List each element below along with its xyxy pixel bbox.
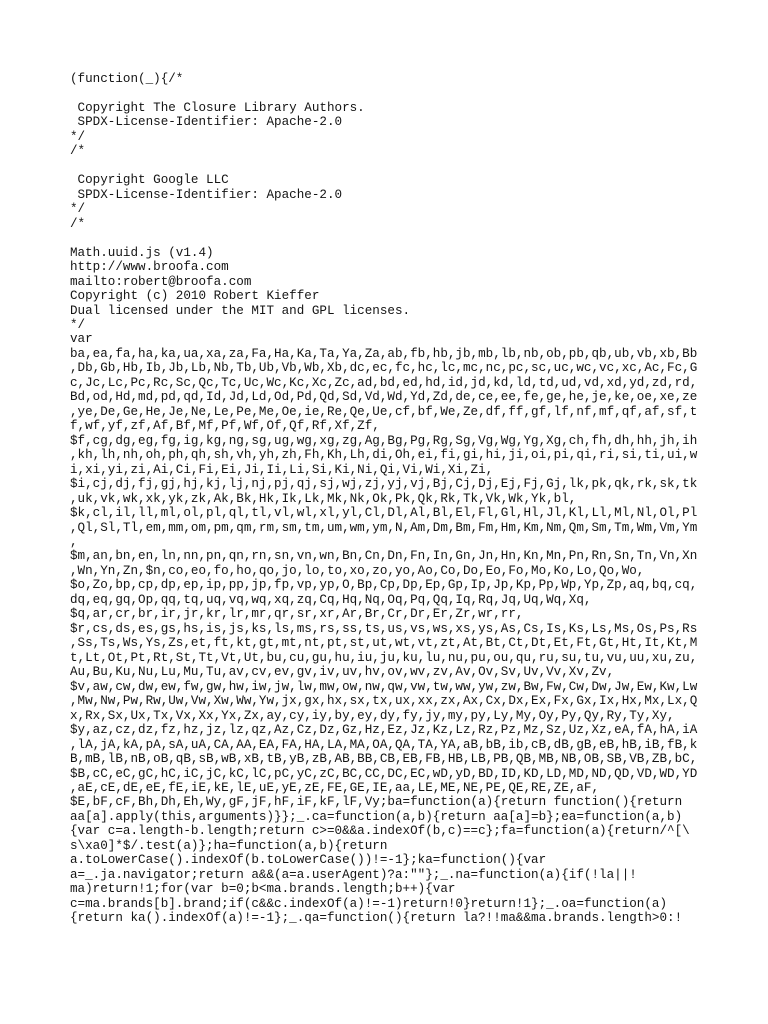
code-line [70,86,700,100]
code-line: ma)return!1;for(var b=0;b<ma.brands.length;b++){var [70,882,456,897]
code-line: ba,ea,fa,ha,ka,ua,xa,za,Fa,Ha,Ka,Ta,Ya,Za,ab,fb,hb,jb,mb,lb,nb,ob,pb,qb,ub,vb,xb,Bb [70,346,698,361]
code-line: $k,cl,il,ll,ml,ol,pl,ql,tl,vl,wl,xl,yl,Cl,Dl,Al,Bl,El,Fl,Gl,Hl,Jl,Kl,Ll,Ml,Nl,Ol,Pl [70,506,698,521]
code-line: Dual licensed under the MIT and GPL licenses. [70,303,411,318]
code-line: {var c=a.length-b.length;return c>=0&&a.indexOf(b,c)==c};fa=function(a){return/^[\ [70,824,690,839]
code-line: /* [70,144,86,159]
code-line: B,mB,lB,nB,oB,qB,sB,wB,xB,tB,yB,zB,AB,BB,CB,EB,FB,HB,LB,PB,QB,MB,NB,OB,SB,VB,ZB,bC, [70,752,698,767]
code-line: $r,cs,ds,es,gs,hs,is,js,ks,ls,ms,rs,ss,ts,us,vs,ws,xs,ys,As,Cs,Is,Ks,Ls,Ms,Os,Ps,Rs [70,621,698,636]
code-line: a=_.ja.navigator;return a&&(a=a.userAgent)?a:""};_.na=function(a){if(!la||! [70,867,637,882]
code-line: $f,cg,dg,eg,fg,ig,kg,ng,sg,ug,wg,xg,zg,Ag,Bg,Pg,Rg,Sg,Vg,Wg,Yg,Xg,ch,fh,dh,hh,jh,ih [70,433,698,448]
code-line: c=ma.brands[b].brand;if(c&&c.indexOf(a)!=-1)return!0}return!1};_.oa=function(a) [70,896,668,911]
code-line: ,lA,jA,kA,pA,sA,uA,CA,AA,EA,FA,HA,LA,MA,OA,QA,TA,YA,aB,bB,ib,cB,dB,gB,eB,hB,iB,fB,k [70,737,698,752]
code-line: SPDX-License-Identifier: Apache-2.0 [70,187,343,202]
code-line: a.toLowerCase().indexOf(b.toLowerCase())!=-1};ka=function(){var [70,853,547,868]
code-line [70,159,700,173]
code-line: x,Rx,Sx,Ux,Tx,Vx,Xx,Yx,Zx,ay,cy,iy,by,ey,dy,fy,jy,my,py,Ly,My,Oy,Py,Qy,Ry,Ty,Xy, [70,708,675,723]
code-line: $q,ar,cr,br,ir,jr,kr,lr,mr,qr,sr,xr,Ar,Br,Cr,Dr,Er,Zr,wr,rr, [70,607,524,622]
code-line: i,xi,yi,zi,Ai,Ci,Fi,Ei,Ji,Ii,Li,Si,Ki,Ni,Qi,Vi,Wi,Xi,Zi, [70,462,494,477]
code-line: $v,aw,cw,dw,ew,fw,gw,hw,iw,jw,lw,mw,ow,nw,qw,vw,tw,ww,yw,zw,Bw,Fw,Cw,Dw,Jw,Ew,Kw,Lw [70,679,698,694]
code-line: ,Mw,Nw,Pw,Rw,Uw,Vw,Xw,Ww,Yw,jx,gx,hx,sx,tx,ux,xx,zx,Ax,Cx,Dx,Ex,Fx,Gx,Ix,Hx,Mx,Lx,Q [70,694,698,709]
code-line: f,wf,yf,zf,Af,Bf,Mf,Pf,Wf,Of,Qf,Rf,Xf,Zf, [70,419,380,434]
code-line: dq,eq,gq,Op,qq,tq,uq,vq,wq,xq,zq,Cq,Hq,Nq,Oq,Pq,Qq,Iq,Rq,Jq,Uq,Wq,Xq, [70,592,592,607]
code-line: mailto:robert@broofa.com [70,274,252,289]
code-line: t,Lt,Ot,Pt,Rt,St,Tt,Vt,Ut,bu,cu,gu,hu,iu,ju,ku,lu,nu,pu,ou,qu,ru,su,tu,vu,uu,xu,zu, [70,650,698,665]
code-line: Copyright Google LLC [70,173,229,188]
code-line: ,ye,De,Ge,He,Je,Ne,Le,Pe,Me,Oe,ie,Re,Qe,Ue,cf,bf,We,Ze,df,ff,gf,lf,nf,mf,qf,af,sf,t [70,404,698,419]
code-line: ,aE,cE,dE,eE,fE,iE,kE,lE,uE,yE,zE,FE,GE,IE,aa,LE,ME,NE,PE,QE,RE,ZE,aF, [70,780,600,795]
code-line: Copyright (c) 2010 Robert Kieffer [70,289,320,304]
code-line: ,Ql,Sl,Tl,em,mm,om,pm,qm,rm,sm,tm,um,wm,ym,N,Am,Dm,Bm,Fm,Hm,Km,Nm,Qm,Sm,Tm,Wm,Vm,Ym [70,520,698,535]
code-line: /* [70,216,86,231]
code-line: http://www.broofa.com [70,260,229,275]
code-line: SPDX-License-Identifier: Apache-2.0 [70,115,343,130]
code-line: $E,bF,cF,Bh,Dh,Eh,Wy,gF,jF,hF,iF,kF,lF,Vy;ba=function(a){return function(){return [70,795,683,810]
code-line: ,Db,Gb,Hb,Ib,Jb,Lb,Nb,Tb,Ub,Vb,Wb,Xb,dc,ec,fc,hc,lc,mc,nc,pc,sc,uc,wc,vc,xc,Ac,Fc,G [70,361,698,376]
code-line: aa[a].apply(this,arguments)}};_.ca=function(a,b){return aa[a]=b};ea=function(a,b) [70,809,683,824]
code-line: */ [70,202,86,217]
code-line: Bd,od,Hd,md,pd,qd,Id,Jd,Ld,Od,Pd,Qd,Sd,Vd,Wd,Yd,Zd,de,ce,ee,fe,ge,he,je,ke,oe,xe,ze [70,390,698,405]
code-listing [70,72,700,926]
code-line: ,kh,lh,nh,oh,ph,qh,sh,vh,yh,zh,Fh,Kh,Lh,di,Oh,ei,fi,gi,hi,ji,oi,pi,qi,ri,si,ti,ui,w [70,448,698,463]
code-line: ,Wn,Yn,Zn,$n,co,eo,fo,ho,qo,jo,lo,to,xo,zo,yo,Ao,Co,Do,Eo,Fo,Mo,Ko,Lo,Qo,Wo, [70,563,645,578]
code-line: s\xa0]*$/.test(a)};ha=function(a,b){return [70,838,388,853]
code-line: ,Ss,Ts,Ws,Ys,Zs,et,ft,kt,gt,mt,nt,pt,st,ut,wt,vt,zt,At,Bt,Ct,Dt,Et,Ft,Gt,Ht,It,Kt,M [70,636,698,651]
code-line: $o,Zo,bp,cp,dp,ep,ip,pp,jp,fp,vp,yp,O,Bp,Cp,Dp,Ep,Gp,Ip,Jp,Kp,Pp,Wp,Yp,Zp,aq,bq,cq, [70,578,698,593]
code-line: Au,Bu,Ku,Nu,Lu,Mu,Tu,av,cv,ev,gv,iv,uv,hv,ov,wv,zv,Av,Ov,Sv,Uv,Vv,Xv,Zv, [70,665,615,680]
code-line: ,uk,vk,wk,xk,yk,zk,Ak,Bk,Hk,Ik,Lk,Mk,Nk,Ok,Pk,Qk,Rk,Tk,Vk,Wk,Yk,bl, [70,491,577,506]
code-line: Copyright The Closure Library Authors. [70,100,365,115]
code-line: , [70,535,78,549]
code-line: */ [70,317,86,332]
code-line [70,231,700,245]
code-line: (function(_){/* [70,72,184,86]
code-line: c,Jc,Lc,Pc,Rc,Sc,Qc,Tc,Uc,Wc,Kc,Xc,Zc,ad,bd,ed,hd,id,jd,kd,ld,td,ud,vd,xd,yd,zd,rd, [70,375,698,390]
code-line: $B,cC,eC,gC,hC,iC,jC,kC,lC,pC,yC,zC,BC,CC,DC,EC,wD,yD,BD,ID,KD,LD,MD,ND,QD,VD,WD,YD [70,766,698,781]
code-line: */ [70,129,86,144]
code-line: Math.uuid.js (v1.4) [70,245,214,260]
code-line: $m,an,bn,en,ln,nn,pn,qn,rn,sn,vn,wn,Bn,Cn,Dn,Fn,In,Gn,Jn,Hn,Kn,Mn,Pn,Rn,Sn,Tn,Vn,Xn [70,549,698,564]
code-line: var [70,332,93,347]
code-line: $i,cj,dj,fj,gj,hj,kj,lj,nj,pj,qj,sj,wj,zj,yj,vj,Bj,Cj,Dj,Ej,Fj,Gj,lk,pk,qk,rk,sk,tk [70,477,698,492]
code-line: {return ka().indexOf(a)!=-1};_.qa=function(){return la?!!ma&&ma.brands.length>0:! [70,911,683,926]
code-line: $y,az,cz,dz,fz,hz,jz,lz,qz,Az,Cz,Dz,Gz,Hz,Ez,Jz,Kz,Lz,Rz,Pz,Mz,Sz,Uz,Xz,eA,fA,hA,iA [70,723,698,738]
